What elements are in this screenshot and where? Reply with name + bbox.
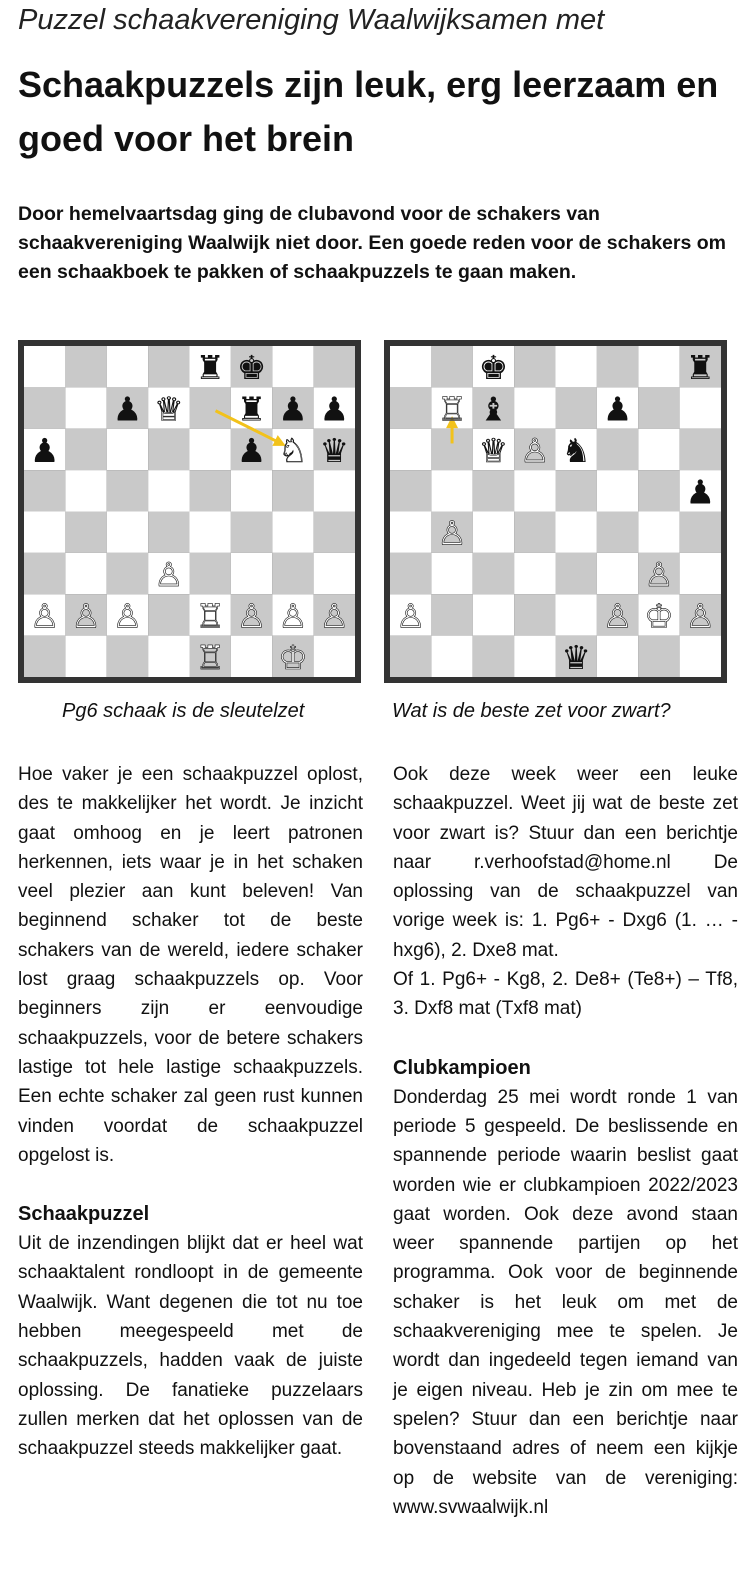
white-pawn-icon: ♙	[319, 596, 350, 636]
board-square-a4	[24, 512, 65, 553]
board-square-c4	[107, 512, 148, 553]
board-square-d6	[148, 429, 189, 470]
white-pawn-icon: ♙	[685, 596, 716, 636]
board-square-g3	[272, 553, 313, 594]
board-square-a3	[390, 553, 431, 594]
board-square-c3	[107, 553, 148, 594]
black-queen-icon: ♛	[319, 430, 350, 470]
board-square-a1	[390, 636, 431, 677]
board-square-c1	[473, 636, 514, 677]
black-pawn-icon: ♟	[319, 389, 350, 429]
black-pawn-icon: ♟	[602, 389, 633, 429]
board-square-e6	[190, 429, 231, 470]
white-pawn-icon: ♙	[395, 596, 426, 636]
board-square-f4	[231, 512, 272, 553]
board-square-a1	[24, 636, 65, 677]
board-square-e4	[190, 512, 231, 553]
black-rook-icon: ♜	[236, 389, 267, 429]
board-square-h3	[314, 553, 355, 594]
board-square-c5	[107, 470, 148, 511]
black-knight-icon: ♞	[561, 430, 591, 470]
black-queen-icon: ♛	[561, 637, 591, 677]
black-king-icon: ♚	[478, 348, 509, 388]
white-king-icon: ♔	[278, 637, 308, 677]
board-square-d4	[148, 512, 189, 553]
white-pawn-icon: ♙	[278, 596, 308, 636]
board-square-d2	[514, 594, 555, 635]
board-square-c8	[107, 346, 148, 387]
board-square-e2	[556, 594, 597, 635]
board-square-c3	[473, 553, 514, 594]
article-column-right	[393, 760, 738, 1522]
board-square-g4	[272, 512, 313, 553]
board-square-f3	[597, 553, 638, 594]
diagram-caption-left: Pg6 schaak is de sleutelzet	[62, 700, 305, 722]
board-square-c5	[473, 470, 514, 511]
board-square-d4	[514, 512, 555, 553]
board-square-c4	[473, 512, 514, 553]
board-square-d5	[148, 470, 189, 511]
chess-diagram-right	[384, 340, 727, 683]
body-paragraph: Hoe vaker je een schaakpuzzel oplost, des te makkelijker het wordt. Je inzicht gaat omhoog en je leert patronen herkennen, iets waar je in het schaken veel plezier aan kunt beleven! Van beginnend schaker tot de beste schakers van de wereld, iedere schaker lost graag schaakpuzzels op. Voor beginners zijn er eenvoudige schaakpuzzels, voor de betere schakers lastige tot hele lastige schaakpuzzels. Een echte schaker zal geen rust kunnen vinden voordat de schaakpuzzel opgelost is.	[18, 764, 363, 1166]
chessboard-right	[384, 340, 727, 683]
board-square-e3	[556, 553, 597, 594]
white-rook-icon: ♖	[195, 637, 225, 677]
article-kicker: Puzzel schaakvereniging Waalwijksamen met	[18, 4, 605, 36]
white-queen-icon: ♕	[478, 430, 509, 470]
board-square-d8	[514, 346, 555, 387]
board-square-b2	[431, 594, 472, 635]
board-square-g6	[638, 429, 679, 470]
board-square-a7	[24, 387, 65, 428]
board-square-e5	[190, 470, 231, 511]
board-square-e4	[556, 512, 597, 553]
black-pawn-icon: ♟	[278, 389, 308, 429]
board-square-b6	[65, 429, 106, 470]
board-square-b5	[65, 470, 106, 511]
black-pawn-icon: ♟	[685, 472, 716, 512]
board-square-f6	[597, 429, 638, 470]
section-heading-schaakpuzzel: Schaakpuzzel	[18, 1203, 150, 1226]
section-heading-clubkampioen: Clubkampioen	[393, 1056, 531, 1079]
board-square-h5	[314, 470, 355, 511]
board-square-b1	[431, 636, 472, 677]
board-square-d3	[514, 553, 555, 594]
board-square-a6	[390, 429, 431, 470]
board-square-b8	[65, 346, 106, 387]
white-pawn-icon: ♙	[29, 596, 60, 636]
board-square-d8	[148, 346, 189, 387]
board-square-e3	[190, 553, 231, 594]
board-square-b3	[431, 553, 472, 594]
white-king-icon: ♔	[644, 596, 674, 636]
board-square-h8	[314, 346, 355, 387]
board-square-c1	[107, 636, 148, 677]
board-square-a8	[24, 346, 65, 387]
article-intro: Door hemelvaartsdag ging de clubavond voor de schakers van schaakvereniging Waalwijk niet door. Een goede reden voor de schakers om een schaakboek te pakken of schaakpuzzels te gaan maken.	[18, 203, 727, 283]
board-square-c6	[107, 429, 148, 470]
board-square-d5	[514, 470, 555, 511]
article-column-left	[18, 760, 363, 1464]
body-paragraph: Ook deze week weer een leuke schaakpuzzel. Weet jij wat de beste zet voor zwart is? Stuur dan een berichtje naar r.verhoofstad@home.nl De oplossing van de schaakpuzzel van vorige week is: 1. Pg6+ - Dxg6 (1. … - hxg6), 2. Dxe8 mat.	[393, 764, 738, 961]
board-square-a8	[390, 346, 431, 387]
board-square-b7	[65, 387, 106, 428]
board-square-b1	[65, 636, 106, 677]
white-rook-icon: ♖	[437, 389, 467, 429]
puzzle-solution-alternative: Of 1. Pg6+ - Kg8, 2. De8+ (Te8+) – Tf8, 3. Dxf8 mat (Txf8 mat)	[393, 969, 738, 1020]
black-king-icon: ♚	[236, 348, 267, 388]
body-paragraph: Uit de inzendingen blijkt dat er heel wat schaaktalent rondloopt in de gemeente Waalwijk. Want degenen die tot nu toe hebben meegespeeld met de schaakpuzzels, hadden vaak de juiste oplossing. De fanatieke puzzelaars zullen merken dat het oplossen van de schaakpuzzel steeds makkelijker gaat.	[18, 1233, 363, 1460]
white-pawn-icon: ♙	[236, 596, 267, 636]
white-knight-icon: ♘	[278, 430, 308, 470]
black-pawn-icon: ♟	[112, 389, 143, 429]
board-square-c2	[473, 594, 514, 635]
board-square-h4	[314, 512, 355, 553]
board-square-a7	[390, 387, 431, 428]
board-square-b3	[65, 553, 106, 594]
white-pawn-icon: ♙	[437, 513, 467, 553]
white-pawn-icon: ♙	[71, 596, 101, 636]
board-square-h6	[680, 429, 721, 470]
white-pawn-icon: ♙	[154, 555, 184, 595]
board-square-d2	[148, 594, 189, 635]
black-pawn-icon: ♟	[29, 430, 60, 470]
board-square-a4	[390, 512, 431, 553]
board-square-e5	[556, 470, 597, 511]
board-square-h1	[314, 636, 355, 677]
board-square-g1	[638, 636, 679, 677]
board-square-h1	[680, 636, 721, 677]
board-square-f4	[597, 512, 638, 553]
body-paragraph: Donderdag 25 mei wordt ronde 1 van periode 5 gespeeld. De beslissende en spannende periode waarin beslist gaat worden wie er clubkampioen 2022/2023 gaat worden. Ook deze avond staan weer spannende partijen op het programma. Ook voor de beginnende schaker is het leuk om met de schaakvereniging mee te spelen. Je wordt dan ingedeeld tegen iemand van je eigen niveau. Heb je zin om mee te spelen? Stuur dan een berichtje naar bovenstaand adres of neem een kijkje op de website van de vereniging: www.svwaalwijk.nl	[393, 1086, 738, 1518]
board-square-d1	[514, 636, 555, 677]
board-square-b8	[431, 346, 472, 387]
black-bishop-icon: ♝	[478, 389, 509, 429]
board-square-h4	[680, 512, 721, 553]
black-rook-icon: ♜	[685, 348, 716, 388]
board-square-e8	[556, 346, 597, 387]
board-square-d1	[148, 636, 189, 677]
white-rook-icon: ♖	[195, 596, 225, 636]
article-headline: Schaakpuzzels zijn leuk, erg leerzaam en goed voor het brein	[18, 64, 719, 159]
board-square-f5	[231, 470, 272, 511]
board-square-g7	[638, 387, 679, 428]
board-square-g4	[638, 512, 679, 553]
board-square-g5	[638, 470, 679, 511]
white-pawn-icon: ♙	[644, 555, 674, 595]
board-square-a3	[24, 553, 65, 594]
board-square-h7	[680, 387, 721, 428]
diagram-caption-right: Wat is de beste zet voor zwart?	[392, 700, 671, 722]
board-square-a5	[390, 470, 431, 511]
board-square-b4	[65, 512, 106, 553]
white-pawn-icon: ♙	[602, 596, 633, 636]
board-square-h3	[680, 553, 721, 594]
board-square-a5	[24, 470, 65, 511]
board-square-f1	[231, 636, 272, 677]
board-square-f5	[597, 470, 638, 511]
board-square-g8	[638, 346, 679, 387]
white-pawn-icon: ♙	[112, 596, 143, 636]
board-square-g5	[272, 470, 313, 511]
chessboard-left	[18, 340, 361, 683]
board-square-f1	[597, 636, 638, 677]
chess-diagram-left	[18, 340, 361, 683]
black-rook-icon: ♜	[195, 348, 225, 388]
board-square-e7	[190, 387, 231, 428]
board-square-e7	[556, 387, 597, 428]
board-square-f8	[597, 346, 638, 387]
board-square-d7	[514, 387, 555, 428]
white-queen-icon: ♕	[154, 389, 184, 429]
white-pawn-icon: ♙	[520, 430, 550, 470]
black-pawn-icon: ♟	[236, 430, 267, 470]
board-square-b5	[431, 470, 472, 511]
board-square-f3	[231, 553, 272, 594]
board-square-g8	[272, 346, 313, 387]
